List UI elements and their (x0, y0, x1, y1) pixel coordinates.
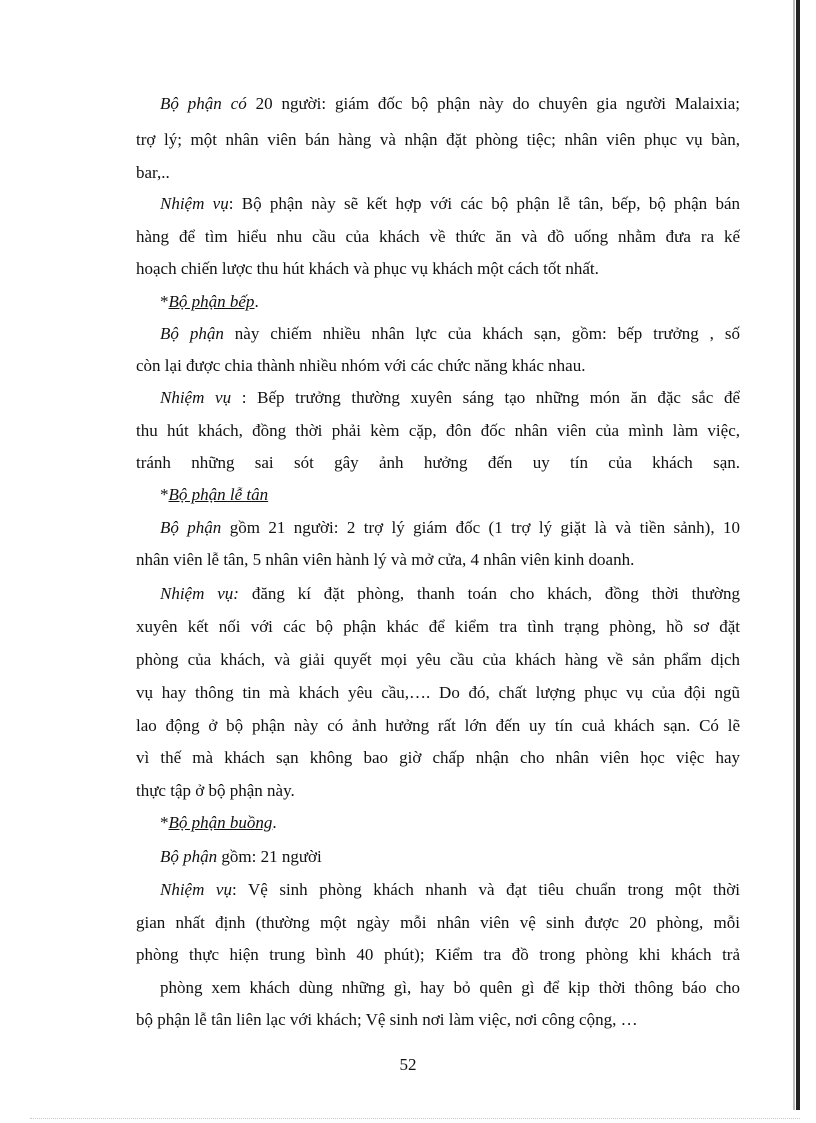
heading-bullet: * (160, 813, 169, 832)
line-text: : Vệ sinh phòng khách nhanh và đạt tiêu chuẩn trong một thời (231, 880, 740, 899)
line-text: gồm: 21 người (217, 847, 322, 866)
line-text: 20 người: giám đốc bộ phận này do chuyên gia người Malaixia; (246, 94, 740, 113)
paragraph-line (160, 845, 740, 869)
paragraph-line (136, 161, 740, 185)
paragraph-line (136, 615, 740, 639)
line-text: tránh những sai sót gây ảnh hưởng đến uy tín của khách sạn. (136, 453, 740, 472)
page-border-right (796, 0, 800, 1110)
line-text: : Bộ phận này sẽ kết hợp với các bộ phận lễ tân, bếp, bộ phận bán (228, 194, 740, 213)
paragraph-line (160, 516, 740, 540)
heading-text: Bộ phận lễ tân (168, 485, 269, 504)
line-text: vì thế mà khách sạn không bao giờ chấp nhận cho nhân viên học việc hay (136, 748, 740, 767)
line-text: hoạch chiến lược thu hút khách và phục vụ khách một cách tốt nhất. (136, 259, 599, 278)
line-label: Nhiệm vụ: (160, 584, 239, 603)
line-text: thực tập ở bộ phận này. (136, 781, 295, 800)
line-text: bộ phận lễ tân liên lạc với khách; Vệ sinh nơi làm việc, nơi công cộng, … (136, 1010, 638, 1029)
heading-text: Bộ phận buồng (168, 813, 273, 832)
line-text: thu hút khách, đồng thời phải kèm cặp, đôn đốc nhân viên của mình làm việc, (136, 421, 740, 440)
paragraph-line (136, 128, 740, 152)
paragraph-line (160, 386, 740, 410)
paragraph-line (160, 192, 740, 216)
paragraph-line (160, 582, 740, 606)
section-heading-reception (160, 483, 740, 507)
heading-bullet: * (160, 485, 169, 504)
line-text: hàng để tìm hiểu nhu cầu của khách về thức ăn và đồ uống nhằm đưa ra kế (136, 227, 740, 246)
line-text: đăng kí đặt phòng, thanh toán cho khách, đồng thời thường (238, 584, 740, 603)
heading-punct: . (254, 292, 259, 311)
paragraph-line (136, 681, 740, 705)
paragraph-line (136, 354, 740, 378)
line-text: gian nhất định (thường một ngày mỗi nhân viên vệ sinh được 20 phòng, mỗi (136, 913, 740, 932)
line-label: Bộ phận có (160, 94, 247, 113)
page-border-bottom (30, 1118, 800, 1119)
line-label: Bộ phận (160, 324, 224, 343)
section-heading-housekeeping (160, 811, 740, 835)
paragraph-line (160, 878, 740, 902)
paragraph-line (136, 911, 740, 935)
heading-punct: . (272, 813, 277, 832)
heading-bullet: * (160, 292, 169, 311)
line-text: : Bếp trưởng thường xuyên sáng tạo những món ăn đặc sắc để (231, 388, 740, 407)
line-text: phòng xem khách dùng những gì, hay bỏ quên gì để kịp thời thông báo cho (160, 978, 740, 997)
line-label: Nhiệm vụ (160, 388, 232, 407)
line-text: bar,.. (136, 163, 170, 182)
line-label: Nhiệm vụ (160, 194, 229, 213)
line-text: xuyên kết nối với các bộ phận khác để kiểm tra tình trạng phòng, hồ sơ đặt (136, 617, 740, 636)
paragraph-line (136, 714, 740, 738)
heading-text: Bộ phận bếp (168, 292, 255, 311)
paragraph-line (136, 419, 740, 443)
paragraph-line (136, 648, 740, 672)
paragraph-line (136, 779, 740, 803)
line-text: phòng thực hiện trung bình 40 phút); Kiểm tra đồ trong phòng khi khách trả (136, 945, 740, 964)
paragraph-line (160, 92, 740, 116)
line-label: Bộ phận (160, 847, 218, 866)
line-text: lao động ở bộ phận này có ảnh hưởng rất lớn đến uy tín cuả khách sạn. Có lẽ (136, 716, 740, 735)
paragraph-line (160, 322, 740, 346)
line-label: Bộ phận (160, 518, 222, 537)
line-text: phòng của khách, và giải quyết mọi yêu cầu của khách hàng về sản phẩm dịch (136, 650, 740, 669)
paragraph-line (160, 976, 740, 1000)
paragraph-line (136, 943, 740, 967)
line-text: này chiếm nhiều nhân lực của khách sạn, gồm: bếp trưởng , số (223, 324, 740, 343)
paragraph-line (136, 225, 740, 249)
line-text: trợ lý; một nhân viên bán hàng và nhận đặt phòng tiệc; nhân viên phục vụ bàn, (136, 130, 740, 149)
paragraph-line (136, 548, 740, 572)
paragraph-line (136, 1008, 740, 1032)
line-text: vụ hay thông tin mà khách yêu cầu,…. Do đó, chất lượng phục vụ của đội ngũ (136, 683, 740, 702)
page-number: 52 (399, 1055, 417, 1074)
line-text: gồm 21 người: 2 trợ lý giám đốc (1 trợ lý giặt là và tiền sảnh), 10 (221, 518, 740, 537)
page-border-right-light (793, 0, 795, 1110)
line-label: Nhiệm vụ (160, 880, 232, 899)
paragraph-line (136, 451, 740, 475)
line-text: còn lại được chia thành nhiều nhóm với các chức năng khác nhau. (136, 356, 586, 375)
line-text: nhân viên lễ tân, 5 nhân viên hành lý và mở cửa, 4 nhân viên kinh doanh. (136, 550, 635, 569)
paragraph-line (136, 257, 740, 281)
paragraph-line (136, 746, 740, 770)
section-heading-kitchen (160, 290, 740, 314)
